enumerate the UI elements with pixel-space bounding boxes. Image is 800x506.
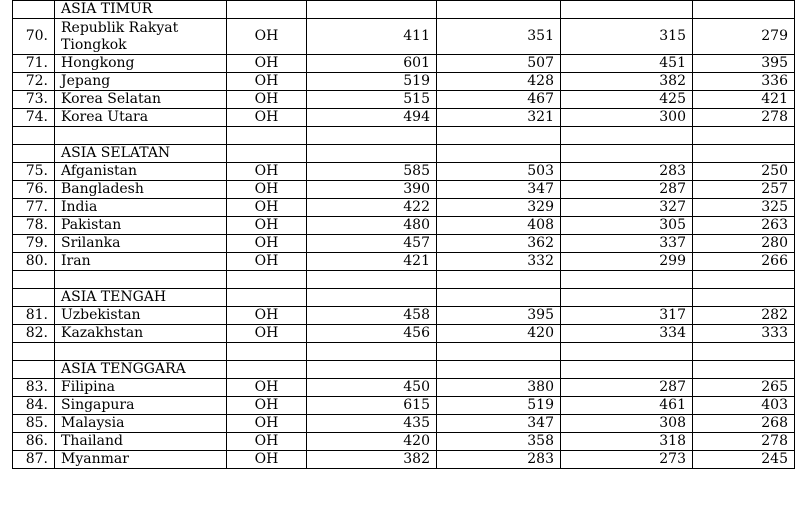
value-1: 390 [307, 181, 437, 199]
unit: OH [227, 379, 307, 397]
country-name: Afganistan [55, 163, 227, 181]
value-2: 507 [437, 55, 561, 73]
table-row [13, 397, 795, 415]
unit: OH [227, 397, 307, 415]
value-4: 265 [693, 379, 795, 397]
table-row [13, 91, 795, 109]
value-3: 451 [561, 55, 693, 73]
row-number: 72. [13, 73, 55, 91]
value-2: 358 [437, 433, 561, 451]
value-1: 458 [307, 307, 437, 325]
value-1: 450 [307, 379, 437, 397]
country-name: Republik Rakyat Tiongkok [55, 19, 227, 55]
value-4: 336 [693, 73, 795, 91]
country-name: Bangladesh [55, 181, 227, 199]
value-4: 245 [693, 451, 795, 469]
region-label: ASIA SELATAN [55, 145, 227, 163]
country-name: Hongkong [55, 55, 227, 73]
table-row [13, 163, 795, 181]
value-1: 382 [307, 451, 437, 469]
value-1: 422 [307, 199, 437, 217]
value-3: 308 [561, 415, 693, 433]
value-4: 266 [693, 253, 795, 271]
country-name: Korea Selatan [55, 91, 227, 109]
region-row [13, 1, 795, 19]
row-number: 74. [13, 109, 55, 127]
row-number: 87. [13, 451, 55, 469]
table-row [13, 217, 795, 235]
value-2: 519 [437, 397, 561, 415]
region-row [13, 361, 795, 379]
row-number: 85. [13, 415, 55, 433]
value-3: 337 [561, 235, 693, 253]
value-3: 327 [561, 199, 693, 217]
value-1: 615 [307, 397, 437, 415]
table-row [13, 181, 795, 199]
value-2: 351 [437, 19, 561, 55]
row-number: 71. [13, 55, 55, 73]
unit: OH [227, 325, 307, 343]
value-3: 317 [561, 307, 693, 325]
value-2: 332 [437, 253, 561, 271]
row-number: 83. [13, 379, 55, 397]
table-body [13, 1, 795, 469]
value-4: 257 [693, 181, 795, 199]
value-4: 282 [693, 307, 795, 325]
value-2: 347 [437, 181, 561, 199]
unit: OH [227, 415, 307, 433]
table-row [13, 109, 795, 127]
value-1: 519 [307, 73, 437, 91]
value-2: 420 [437, 325, 561, 343]
unit: OH [227, 253, 307, 271]
row-number: 76. [13, 181, 55, 199]
value-1: 494 [307, 109, 437, 127]
row-number: 80. [13, 253, 55, 271]
spacer-row [13, 343, 795, 361]
rates-table [12, 0, 795, 469]
country-name: Uzbekistan [55, 307, 227, 325]
value-3: 273 [561, 451, 693, 469]
value-1: 585 [307, 163, 437, 181]
region-label: ASIA TENGAH [55, 289, 227, 307]
unit: OH [227, 19, 307, 55]
row-number: 75. [13, 163, 55, 181]
value-1: 480 [307, 217, 437, 235]
value-1: 601 [307, 55, 437, 73]
table-row [13, 55, 795, 73]
value-2: 503 [437, 163, 561, 181]
country-name: Pakistan [55, 217, 227, 235]
value-2: 283 [437, 451, 561, 469]
table-row [13, 253, 795, 271]
unit: OH [227, 109, 307, 127]
region-row [13, 145, 795, 163]
unit: OH [227, 181, 307, 199]
value-3: 287 [561, 181, 693, 199]
value-4: 421 [693, 91, 795, 109]
country-name: Kazakhstan [55, 325, 227, 343]
row-number: 84. [13, 397, 55, 415]
value-1: 420 [307, 433, 437, 451]
table-row [13, 415, 795, 433]
region-row [13, 289, 795, 307]
country-name: Filipina [55, 379, 227, 397]
value-1: 435 [307, 415, 437, 433]
country-name: Singapura [55, 397, 227, 415]
unit: OH [227, 433, 307, 451]
region-label: ASIA TIMUR [55, 1, 227, 19]
value-4: 403 [693, 397, 795, 415]
value-4: 333 [693, 325, 795, 343]
unit: OH [227, 217, 307, 235]
unit: OH [227, 235, 307, 253]
value-3: 382 [561, 73, 693, 91]
value-2: 395 [437, 307, 561, 325]
country-name: Thailand [55, 433, 227, 451]
spacer-row [13, 271, 795, 289]
unit: OH [227, 163, 307, 181]
value-4: 279 [693, 19, 795, 55]
value-3: 318 [561, 433, 693, 451]
value-1: 515 [307, 91, 437, 109]
value-4: 250 [693, 163, 795, 181]
value-4: 278 [693, 109, 795, 127]
value-2: 408 [437, 217, 561, 235]
table-row [13, 307, 795, 325]
unit: OH [227, 55, 307, 73]
row-number: 82. [13, 325, 55, 343]
region-label: ASIA TENGGARA [55, 361, 227, 379]
table-row [13, 325, 795, 343]
country-name: Myanmar [55, 451, 227, 469]
table-row [13, 199, 795, 217]
value-3: 300 [561, 109, 693, 127]
value-4: 280 [693, 235, 795, 253]
table-row [13, 235, 795, 253]
unit: OH [227, 307, 307, 325]
row-number: 86. [13, 433, 55, 451]
country-name: Iran [55, 253, 227, 271]
value-3: 461 [561, 397, 693, 415]
value-3: 334 [561, 325, 693, 343]
value-1: 456 [307, 325, 437, 343]
value-2: 329 [437, 199, 561, 217]
unit: OH [227, 73, 307, 91]
value-4: 395 [693, 55, 795, 73]
value-4: 263 [693, 217, 795, 235]
row-number: 73. [13, 91, 55, 109]
value-2: 380 [437, 379, 561, 397]
unit: OH [227, 91, 307, 109]
value-2: 362 [437, 235, 561, 253]
spacer-row [13, 127, 795, 145]
table-row [13, 73, 795, 91]
country-name: Korea Utara [55, 109, 227, 127]
country-name: India [55, 199, 227, 217]
country-name: Malaysia [55, 415, 227, 433]
unit: OH [227, 451, 307, 469]
table-row [13, 19, 795, 55]
value-1: 421 [307, 253, 437, 271]
value-3: 305 [561, 217, 693, 235]
row-number: 78. [13, 217, 55, 235]
row-number: 81. [13, 307, 55, 325]
row-number: 77. [13, 199, 55, 217]
value-3: 425 [561, 91, 693, 109]
table-row [13, 379, 795, 397]
value-4: 268 [693, 415, 795, 433]
value-3: 299 [561, 253, 693, 271]
value-3: 315 [561, 19, 693, 55]
country-name: Jepang [55, 73, 227, 91]
value-1: 411 [307, 19, 437, 55]
table-row [13, 433, 795, 451]
row-number: 70. [13, 19, 55, 55]
value-3: 287 [561, 379, 693, 397]
row-number: 79. [13, 235, 55, 253]
unit: OH [227, 199, 307, 217]
value-1: 457 [307, 235, 437, 253]
value-3: 283 [561, 163, 693, 181]
value-2: 347 [437, 415, 561, 433]
value-2: 428 [437, 73, 561, 91]
value-4: 325 [693, 199, 795, 217]
country-name: Srilanka [55, 235, 227, 253]
table-row [13, 451, 795, 469]
value-2: 321 [437, 109, 561, 127]
value-2: 467 [437, 91, 561, 109]
value-4: 278 [693, 433, 795, 451]
